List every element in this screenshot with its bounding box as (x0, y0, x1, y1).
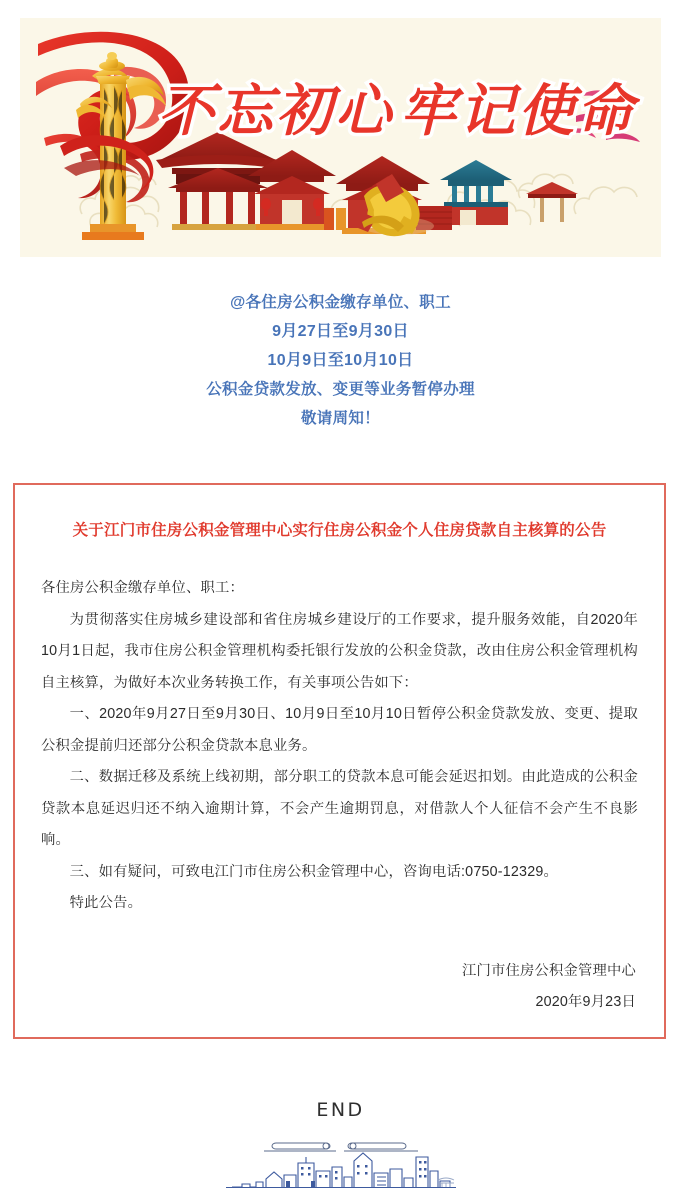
notice-block (0, 288, 681, 433)
signature-date: 2020年9月23日 (535, 994, 636, 1010)
notice-line-1: 9月27日至9月30日 (272, 323, 409, 340)
announcement-salutation: 各住房公积金缴存单位、职工： (41, 580, 244, 596)
notice-line-0: @各住房公积金缴存单位、职工 (230, 294, 451, 311)
banner-headline-sub: 牢记使命 (400, 78, 636, 144)
banner-headline-main: 不忘初心 (158, 78, 394, 144)
notice-line-2: 10月9日至10月10日 (267, 352, 414, 369)
banner-headline (158, 78, 641, 144)
announcement-signature (41, 956, 636, 1019)
footer-decoration (0, 1129, 681, 1191)
announcement-paragraph-1: 一、2020年9月27日至9月30日、10月9日至10月10日暂停公积金贷款发放、变更、提取公积金提前归还部分公积金贷款本息业务。 (41, 706, 638, 754)
announcement-body (41, 573, 638, 920)
banner-illustration (20, 18, 661, 257)
announcement-paragraph-0: 为贯彻落实住房城乡建设部和省住房城乡建设厅的工作要求，提升服务效能，自2020年10月1日起，我市住房公积金管理机构委托银行发放的公积金贷款，改由住房公积金管理机构自主核算，为做好本次业务转换工作，有关事项公告如下： (41, 611, 638, 691)
announcement-paragraph-2: 二、数据迁移及系统上线初期，部分职工的贷款本息可能会延迟扣划。由此造成的公积金贷款本息延迟归还不纳入逾期计算，不会产生逾期罚息，对借款人个人征信不会产生不良影响。 (41, 769, 638, 848)
notice-line-3: 公积金贷款发放、变更等业务暂停办理 (206, 381, 475, 398)
signer-name: 江门市住房公积金管理中心 (462, 962, 636, 979)
end-label: END (316, 1099, 365, 1121)
footer (0, 1098, 681, 1191)
announcement-title: 关于江门市住房公积金管理中心实行住房公积金个人住房贷款自主核算的公告 (72, 522, 607, 539)
announcement-closing: 特此公告。 (69, 895, 143, 911)
decorative-scroll-divider-icon (264, 1143, 418, 1151)
announcement-paragraph-3: 三、如有疑问，可致电江门市住房公积金管理中心，咨询电话:0750-12329。 (69, 863, 558, 880)
announcement-box (13, 483, 666, 1039)
header-banner (20, 18, 661, 257)
notice-line-4: 敬请周知！ (300, 410, 380, 427)
city-skyline-icon (226, 1129, 456, 1191)
